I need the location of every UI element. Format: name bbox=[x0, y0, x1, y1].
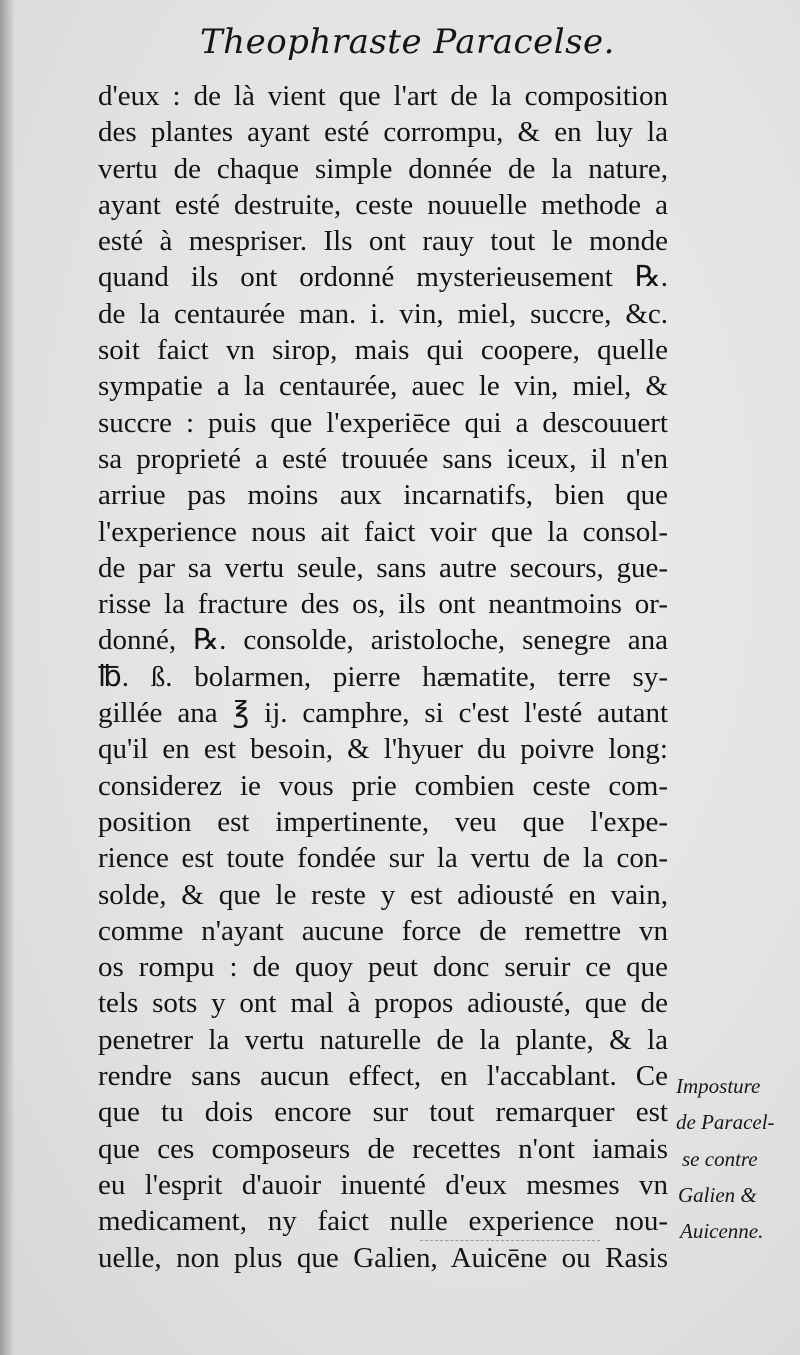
marginal-note-line: Auicenne. bbox=[680, 1219, 764, 1244]
text-line: ℔. ß. bolarmen, pierre hæmatite, terre sy- bbox=[98, 660, 668, 693]
text-line: ayant esté destruite, ceste nouuelle methode a bbox=[98, 188, 668, 221]
gutter-shadow bbox=[0, 0, 14, 1355]
text-line: des plantes ayant esté corrompu, & en luy la bbox=[98, 116, 668, 149]
text-line: rience est toute fondée sur la vertu de la con- bbox=[98, 842, 668, 875]
text-line: gillée ana ℥ ij. camphre, si c'est l'esté autant bbox=[98, 697, 668, 730]
text-line: tels sots y ont mal à propos adiousté, que de bbox=[98, 987, 668, 1020]
text-line: medicament, ny faict nulle experience nou- bbox=[98, 1205, 668, 1238]
text-line: sympatie a la centaurée, auec le vin, miel, & bbox=[98, 370, 668, 403]
text-line: considerez ie vous prie combien ceste com- bbox=[98, 769, 668, 802]
running-head: Theophraste Paracelse. bbox=[200, 22, 615, 62]
text-line: donné, ℞. consolde, aristoloche, senegre ana bbox=[98, 624, 668, 657]
text-line: eu l'esprit d'auoir inuenté d'eux mesmes vn bbox=[98, 1168, 668, 1201]
text-line: qu'il en est besoin, & l'hyuer du poivre long: bbox=[98, 733, 668, 766]
text-line: penetrer la vertu naturelle de la plante, & la bbox=[98, 1023, 668, 1056]
text-line: d'eux : de là vient que l'art de la composition bbox=[98, 80, 668, 112]
marginal-note-line: Galien & bbox=[678, 1182, 757, 1207]
text-line: comme n'ayant aucune force de remettre vn bbox=[98, 914, 668, 947]
marginal-note-line: se contre bbox=[682, 1146, 758, 1171]
text-line: que ces composeurs de recettes n'ont iamais bbox=[98, 1132, 668, 1165]
text-line: succre : puis que l'experiēce qui a descouuert bbox=[98, 406, 668, 439]
text-line: soit faict vn sirop, mais qui coopere, quelle bbox=[98, 334, 668, 367]
text-line: position est impertinente, veu que l'expe- bbox=[98, 805, 668, 838]
text-line: sa proprieté a esté trouuée sans iceux, il n'en bbox=[98, 442, 668, 475]
text-line: vertu de chaque simple donnée de la nature, bbox=[98, 152, 668, 185]
marginal-note bbox=[676, 1068, 796, 1249]
text-line: de par sa vertu seule, sans autre secours, gue- bbox=[98, 551, 668, 584]
text-line: l'experience nous ait faict voir que la consol- bbox=[98, 515, 668, 548]
text-line: quand ils ont ordonné mysterieusement ℞. bbox=[98, 261, 668, 294]
text-line: solde, & que le reste y est adiousté en vain, bbox=[98, 878, 668, 911]
body-text bbox=[98, 78, 668, 1276]
text-line: que tu dois encore sur tout remarquer est bbox=[98, 1096, 668, 1129]
text-line: uelle, non plus que Galien, Auicēne ou Rasis bbox=[98, 1241, 668, 1274]
text-line: de la centaurée man. i. vin, miel, succre, &c. bbox=[98, 297, 668, 330]
marginal-note-line: de Paracel- bbox=[676, 1110, 775, 1135]
text-line: os rompu : de quoy peut donc seruir ce que bbox=[98, 951, 668, 984]
text-line: arriue pas moins aux incarnatifs, bien que bbox=[98, 479, 668, 512]
text-line: esté à mespriser. Ils ont rauy tout le monde bbox=[98, 225, 668, 258]
text-line: rendre sans aucun effect, en l'accablant. Ce bbox=[98, 1060, 668, 1093]
foot-rule bbox=[420, 1240, 600, 1241]
text-line: risse la fracture des os, ils ont neantmoins or- bbox=[98, 588, 668, 621]
marginal-note-line: Imposture bbox=[676, 1074, 761, 1098]
